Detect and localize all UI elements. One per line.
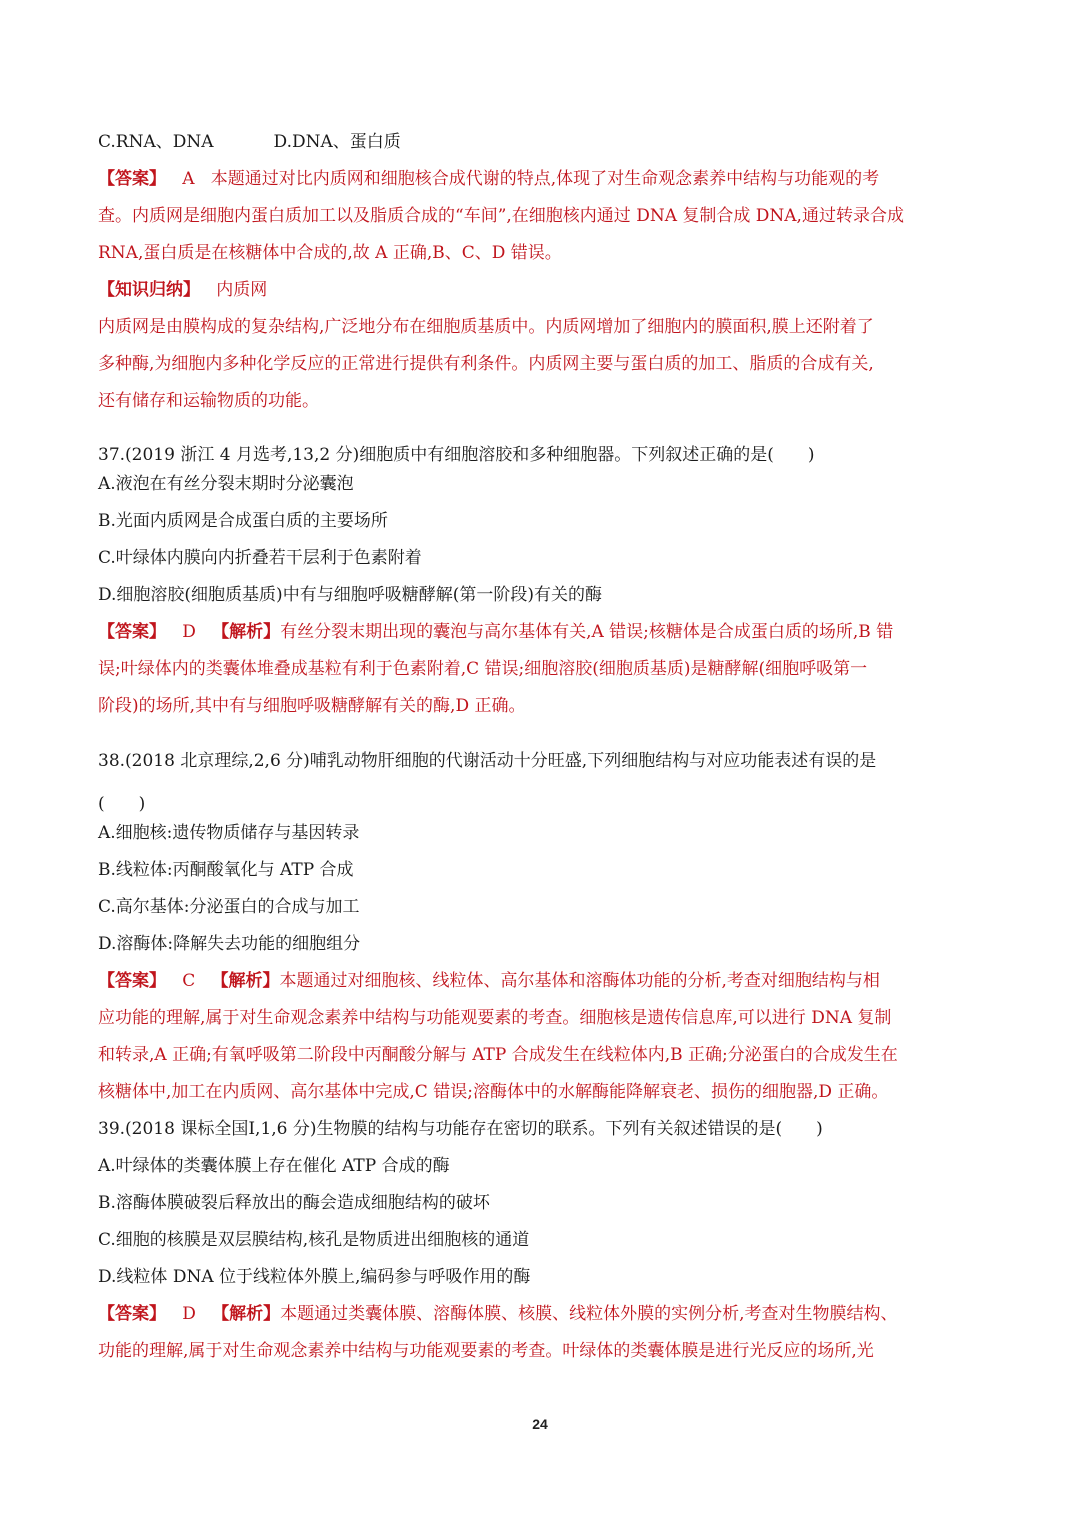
- q36-answer-line-1: [98, 167, 982, 191]
- answer-tag: 【答案】: [98, 622, 166, 642]
- q38-analysis-line-2: 应功能的理解,属于对生命观念素养中结构与功能观要素的考查。细胞核是遗传信息库,可以进行 DNA 复制: [98, 1008, 892, 1028]
- q36-option-d: D.DNA、蛋白质: [273, 132, 401, 152]
- analysis-tag: 【解析】: [212, 1304, 281, 1324]
- q37-analysis-line-3: 阶段)的场所,其中有与细胞呼吸糖酵解有关的酶,D 正确。: [98, 696, 526, 716]
- analysis-text: 本题通过对细胞核、线粒体、高尔基体和溶酶体功能的分析,考查对细胞结构与相: [279, 971, 880, 991]
- knowledge-line-1: 内质网是由膜构成的复杂结构,广泛地分布在细胞质基质中。内质网增加了细胞内的膜面积,膜上还附着了: [98, 317, 874, 337]
- answer-letter: C: [182, 971, 196, 991]
- q37-analysis-line-2: 误;叶绿体内的类囊体堆叠成基粒有利于色素附着,C 错误;细胞溶胶(细胞质基质)是糖酵解(细胞呼吸第一: [98, 659, 868, 679]
- knowledge-heading: [98, 278, 982, 302]
- q39-option-a: A.叶绿体的类囊体膜上存在催化 ATP 合成的酶: [98, 1156, 450, 1176]
- q39-analysis-line-2: 功能的理解,属于对生命观念素养中结构与功能观要素的考查。叶绿体的类囊体膜是进行光反应的场所,光: [98, 1341, 874, 1361]
- q39-option-d: D.线粒体 DNA 位于线粒体外膜上,编码参与呼吸作用的酶: [98, 1267, 531, 1287]
- q39-option-b: B.溶酶体膜破裂后释放出的酶会造成细胞结构的破坏: [98, 1193, 490, 1213]
- analysis-tag: 【解析】: [211, 971, 280, 991]
- analysis-text: 本题通过类囊体膜、溶酶体膜、核膜、线粒体外膜的实例分析,考查对生物膜结构、: [280, 1304, 898, 1324]
- answer-tag: 【答案】: [98, 169, 166, 189]
- q37-stem: 37.(2019 浙江 4 月选考,13,2 分)细胞质中有细胞溶胶和多种细胞器。下列叙述正确的是( ): [98, 445, 815, 465]
- answer-letter: D: [182, 1304, 196, 1324]
- q37-answer-line-1: [98, 620, 982, 644]
- q38-option-c: C.高尔基体:分泌蛋白的合成与加工: [98, 897, 360, 917]
- answer-tag: 【答案】: [98, 1304, 166, 1324]
- q39-answer-line-1: [98, 1302, 982, 1326]
- q39-option-c: C.细胞的核膜是双层膜结构,核孔是物质进出细胞核的通道: [98, 1230, 530, 1250]
- knowledge-line-3: 还有储存和运输物质的功能。: [98, 391, 319, 411]
- q39-stem: 39.(2018 课标全国Ⅰ,1,6 分)生物膜的结构与功能存在密切的联系。下列有关叙述错误的是( ): [98, 1119, 823, 1139]
- q38-stem-cont: ( ): [98, 794, 146, 814]
- q37-option-d: D.细胞溶胶(细胞质基质)中有与细胞呼吸糖酵解(第一阶段)有关的酶: [98, 585, 602, 605]
- q38-analysis-line-3: 和转录,A 正确;有氧呼吸第二阶段中丙酮酸分解与 ATP 合成发生在线粒体内,B 正确;分泌蛋白的合成发生在: [98, 1045, 898, 1065]
- q37-option-b: B.光面内质网是合成蛋白质的主要场所: [98, 511, 388, 531]
- q38-answer-line-1: [98, 969, 982, 993]
- analysis-text: 有丝分裂末期出现的囊泡与高尔基体有关,A 错误;核糖体是合成蛋白质的场所,B 错: [280, 622, 894, 642]
- q36-options-cd: [98, 130, 982, 154]
- answer-text: 本题通过对比内质网和细胞核合成代谢的特点,体现了对生命观念素养中结构与功能观的考: [210, 169, 880, 189]
- q36-answer-line-3: RNA,蛋白质是在核糖体中合成的,故 A 正确,B、C、D 错误。: [98, 243, 562, 263]
- q37-option-c: C.叶绿体内膜向内折叠若干层利于色素附着: [98, 548, 422, 568]
- answer-tag: 【答案】: [98, 971, 166, 991]
- q37-option-a: A.液泡在有丝分裂末期时分泌囊泡: [98, 474, 354, 494]
- q36-option-c: C.RNA、DNA: [98, 132, 214, 152]
- knowledge-tag: 【知识归纳】: [98, 280, 200, 300]
- q36-answer-line-2: 查。内质网是细胞内蛋白质加工以及脂质合成的“车间”,在细胞核内通过 DNA 复制合成 DNA,通过转录合成: [98, 206, 904, 226]
- q38-option-d: D.溶酶体:降解失去功能的细胞组分: [98, 934, 361, 954]
- knowledge-line-2: 多种酶,为细胞内多种化学反应的正常进行提供有利条件。内质网主要与蛋白质的加工、脂质的合成有关,: [98, 354, 874, 374]
- knowledge-title: 内质网: [216, 280, 268, 300]
- analysis-tag: 【解析】: [212, 622, 281, 642]
- answer-letter: D: [182, 622, 196, 642]
- q38-analysis-line-4: 核糖体中,加工在内质网、高尔基体中完成,C 错误;溶酶体中的水解酶能降解衰老、损伤的细胞器,D 正确。: [98, 1082, 889, 1102]
- q38-option-a: A.细胞核:遗传物质储存与基因转录: [98, 823, 360, 843]
- q38-stem: 38.(2018 北京理综,2,6 分)哺乳动物肝细胞的代谢活动十分旺盛,下列细胞结构与对应功能表述有误的是: [98, 751, 877, 771]
- page-number: 24: [532, 1416, 548, 1432]
- q38-option-b: B.线粒体:丙酮酸氧化与 ATP 合成: [98, 860, 354, 880]
- answer-letter: A: [182, 169, 195, 189]
